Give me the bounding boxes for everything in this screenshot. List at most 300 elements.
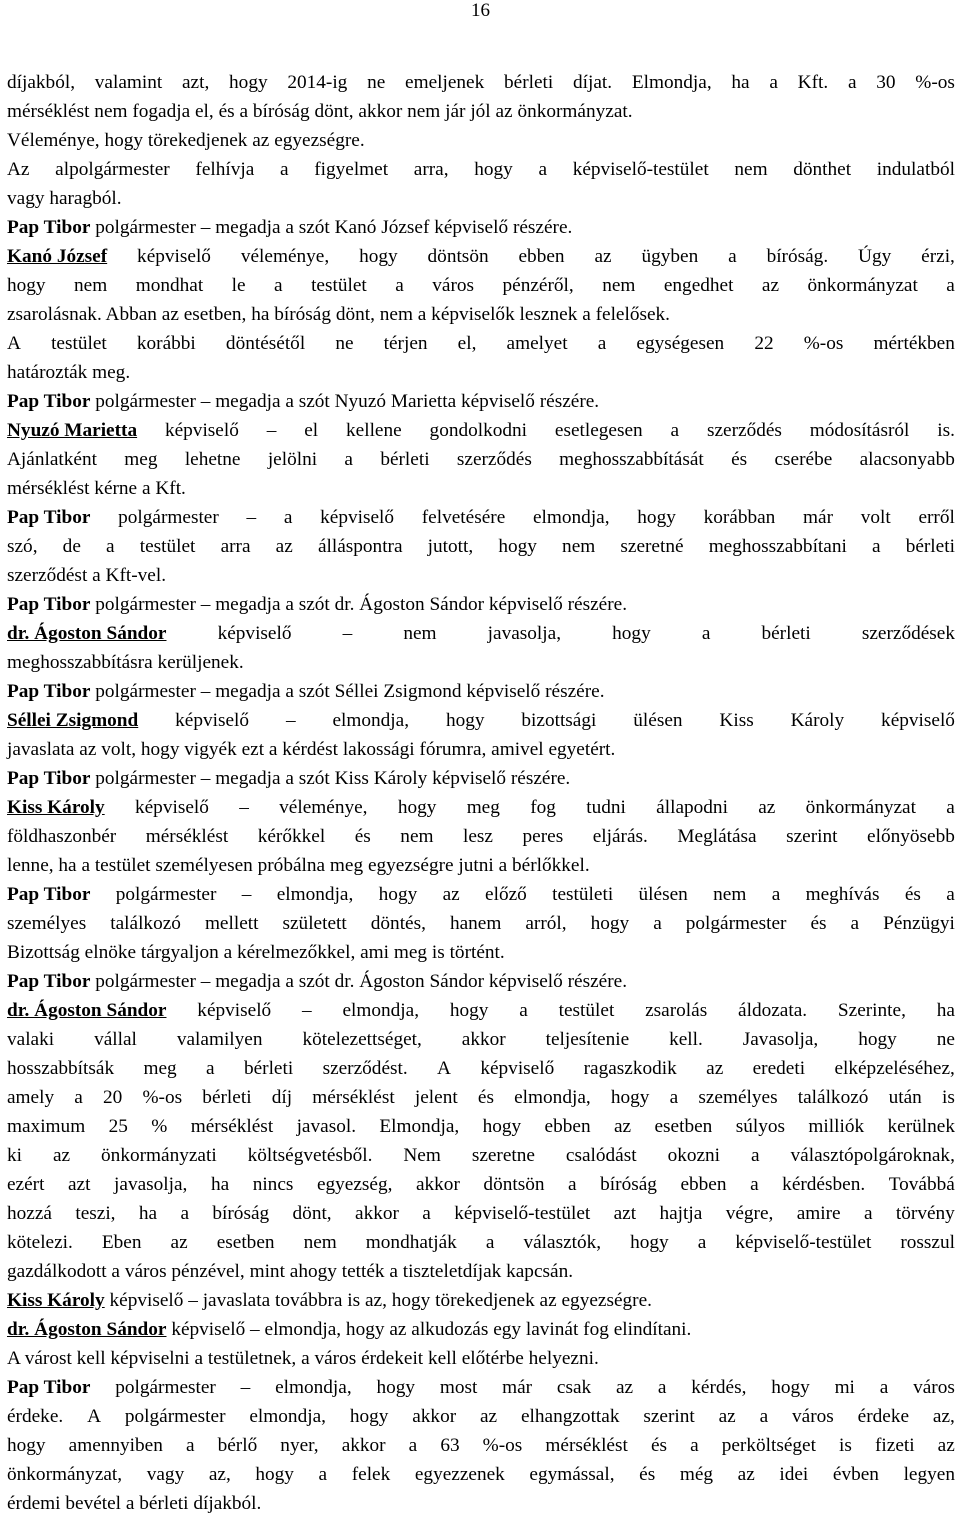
word: bérlőkkel. bbox=[512, 855, 590, 876]
word: az bbox=[539, 1290, 557, 1311]
word: erről bbox=[918, 507, 955, 528]
word: kell. bbox=[669, 1029, 703, 1050]
word: volt bbox=[860, 507, 891, 528]
word: a bbox=[318, 1464, 328, 1485]
word: testület bbox=[311, 275, 367, 296]
word: meghosszabbítását bbox=[559, 449, 704, 470]
word: alkudozás bbox=[411, 1319, 489, 1340]
text-line bbox=[7, 155, 955, 184]
word: előnyösebb bbox=[867, 826, 955, 847]
word: a bbox=[74, 1087, 83, 1108]
word: polgármester bbox=[124, 1406, 226, 1427]
document-body bbox=[7, 68, 955, 1518]
word: elhangzottak bbox=[520, 1406, 620, 1427]
word: esetlegesen bbox=[554, 420, 643, 441]
word: már bbox=[803, 507, 834, 528]
word: tiszteletdíjak bbox=[402, 1261, 502, 1282]
word: meghívás bbox=[805, 884, 880, 905]
word: találkozó bbox=[110, 913, 181, 934]
word: vigyék bbox=[184, 739, 237, 760]
word: törekedjenek bbox=[147, 130, 248, 151]
speaker-name: Pap Tibor bbox=[7, 391, 91, 412]
text-line bbox=[7, 880, 955, 909]
word: önkormányzati bbox=[101, 1145, 217, 1166]
word: törvény bbox=[895, 1203, 955, 1224]
word: nem bbox=[94, 101, 128, 122]
word: kérőkkel bbox=[257, 826, 326, 847]
word: és bbox=[639, 1464, 656, 1485]
word: Ágoston bbox=[359, 971, 425, 992]
word: képviselni bbox=[110, 1348, 190, 1369]
word: a bbox=[141, 478, 151, 499]
word: döntsön bbox=[483, 1174, 545, 1195]
word: és bbox=[218, 101, 235, 122]
word: hogy bbox=[378, 884, 418, 905]
word: bíróság bbox=[212, 1203, 270, 1224]
word: is bbox=[431, 942, 445, 963]
word: érdeke bbox=[857, 1406, 910, 1427]
word: – bbox=[302, 1000, 312, 1021]
word: kérelmezőkkel, bbox=[236, 942, 356, 963]
text-line bbox=[7, 1112, 955, 1141]
word: és bbox=[904, 884, 921, 905]
word: Károly bbox=[373, 768, 428, 789]
text-line bbox=[7, 445, 955, 474]
word: képviselő bbox=[175, 710, 250, 731]
word: ne bbox=[367, 72, 386, 93]
word: József bbox=[381, 217, 430, 238]
word: szót bbox=[298, 768, 330, 789]
speaker-name: Pap Tibor bbox=[7, 681, 91, 702]
word: hogy bbox=[610, 1087, 650, 1108]
word: a bbox=[285, 594, 294, 615]
word: a bbox=[538, 159, 548, 180]
word: hogy bbox=[482, 1116, 522, 1137]
word: a bbox=[285, 681, 294, 702]
word: Kanó bbox=[334, 217, 377, 238]
word: Nyuzó bbox=[334, 391, 387, 412]
word: pénzével, bbox=[171, 1261, 245, 1282]
word: a bbox=[422, 1203, 431, 1224]
word: a bbox=[519, 1000, 528, 1021]
word: ülésen bbox=[633, 710, 683, 731]
word: szerződést. bbox=[322, 1058, 408, 1079]
word: bizottsági bbox=[521, 710, 597, 731]
text-line bbox=[7, 329, 955, 358]
word: – bbox=[200, 594, 211, 615]
word: kérdést bbox=[282, 739, 338, 760]
word: fog bbox=[583, 1319, 609, 1340]
word: kérne bbox=[94, 478, 138, 499]
word: a bbox=[180, 1203, 190, 1224]
word: meg bbox=[329, 855, 364, 876]
word: felek bbox=[351, 1464, 391, 1485]
text-line bbox=[7, 1344, 955, 1373]
word: ha bbox=[251, 304, 270, 325]
word: Abban bbox=[105, 304, 157, 325]
word: dönt, bbox=[292, 1203, 332, 1224]
word: Sándor bbox=[429, 971, 485, 992]
word: részére. bbox=[567, 971, 628, 992]
word: kerülnek bbox=[887, 1116, 955, 1137]
word: mondhatják bbox=[365, 1232, 457, 1253]
word: önkormányzat bbox=[807, 275, 918, 296]
word: véleménye, bbox=[279, 797, 368, 818]
word: a bbox=[759, 1406, 769, 1427]
word: választók, bbox=[523, 1232, 602, 1253]
word: a bbox=[485, 1232, 495, 1253]
word: hogy bbox=[376, 1377, 416, 1398]
word: perköltséget bbox=[721, 1435, 816, 1456]
word: de bbox=[62, 536, 81, 557]
word: az bbox=[52, 1145, 71, 1166]
word: kell bbox=[427, 1348, 457, 1369]
word: képviselő bbox=[217, 623, 292, 644]
text-line bbox=[7, 706, 955, 735]
speaker-name: dr. Ágoston Sándor bbox=[7, 1319, 167, 1340]
word: figyelmet bbox=[314, 159, 389, 180]
word: továbbra bbox=[274, 1290, 343, 1311]
word: az bbox=[252, 130, 270, 151]
word: az bbox=[442, 884, 460, 905]
word: ebben bbox=[544, 1116, 591, 1137]
word: a bbox=[92, 565, 101, 586]
word: milliók bbox=[808, 1116, 865, 1137]
word: megadja bbox=[215, 971, 281, 992]
word: személyes bbox=[698, 1087, 778, 1108]
word: megadja bbox=[215, 768, 281, 789]
word: dönt, bbox=[335, 304, 375, 325]
word: Ajánlatként bbox=[7, 449, 97, 470]
word: rosszul bbox=[900, 1232, 955, 1253]
word: mérséklést bbox=[545, 1435, 628, 1456]
text-line bbox=[7, 822, 955, 851]
word: az bbox=[613, 1116, 632, 1137]
text-line bbox=[7, 677, 955, 706]
word: Károly bbox=[790, 710, 845, 731]
text-line bbox=[7, 909, 955, 938]
word: ha bbox=[731, 72, 750, 93]
word: volt, bbox=[101, 739, 137, 760]
word: az bbox=[706, 1058, 724, 1079]
word: – bbox=[188, 1290, 198, 1311]
word: az bbox=[937, 1435, 955, 1456]
word: a bbox=[417, 304, 427, 325]
text-line bbox=[7, 851, 955, 880]
word: a bbox=[268, 739, 278, 760]
word: képviselő bbox=[480, 1058, 555, 1079]
word: tették bbox=[341, 1261, 385, 1282]
word: az bbox=[737, 1464, 755, 1485]
word: hogy bbox=[345, 1319, 385, 1340]
word: az bbox=[495, 101, 513, 122]
word: szerint bbox=[643, 1406, 695, 1427]
word: helyezni. bbox=[528, 1348, 599, 1369]
word: a bbox=[285, 217, 294, 238]
word: személyes bbox=[7, 913, 87, 934]
word: idei bbox=[779, 1464, 809, 1485]
word: mérséklést bbox=[145, 826, 229, 847]
word: az bbox=[275, 536, 293, 557]
word: előtérbe bbox=[461, 1348, 524, 1369]
word: az bbox=[761, 275, 780, 296]
word: javasol. bbox=[296, 1116, 357, 1137]
word: polgármester bbox=[95, 768, 196, 789]
word: elindítani. bbox=[613, 1319, 692, 1340]
word: hogy bbox=[229, 72, 268, 93]
word: súlyos bbox=[735, 1116, 786, 1137]
word: testület bbox=[51, 333, 107, 354]
word: – bbox=[246, 507, 257, 528]
word: érdekeit bbox=[361, 1348, 424, 1369]
word: megadja bbox=[215, 594, 281, 615]
word: évben bbox=[832, 1464, 879, 1485]
word: szót bbox=[298, 217, 330, 238]
word: lenne, bbox=[7, 855, 54, 876]
speaker-name: Séllei Zsigmond bbox=[7, 710, 139, 731]
word: a bbox=[301, 1348, 310, 1369]
word: lakossági bbox=[342, 739, 415, 760]
word: %-os bbox=[482, 1435, 523, 1456]
word: amely bbox=[7, 1087, 55, 1108]
word: szót bbox=[298, 971, 330, 992]
word: ebben bbox=[518, 246, 565, 267]
text-line bbox=[7, 1402, 955, 1431]
word: képviselő-testület bbox=[572, 159, 709, 180]
word: hogy bbox=[612, 623, 651, 644]
word: felvetésére bbox=[421, 507, 506, 528]
word: eredeti bbox=[752, 1058, 806, 1079]
word: polgármester bbox=[115, 1377, 216, 1398]
word: esetben bbox=[216, 1232, 275, 1253]
word: Elmondja, bbox=[631, 72, 712, 93]
text-line bbox=[7, 938, 955, 967]
word: nem bbox=[379, 304, 413, 325]
word: bíróság bbox=[274, 304, 331, 325]
word: arról, bbox=[525, 913, 567, 934]
word: bérleti bbox=[243, 1058, 294, 1079]
word: testület bbox=[139, 536, 196, 557]
word: hogy bbox=[630, 1232, 669, 1253]
word: hogy bbox=[255, 1464, 294, 1485]
word: polgármester bbox=[95, 971, 196, 992]
word: – bbox=[266, 420, 277, 441]
word: a bbox=[408, 1435, 418, 1456]
word: mérséklést bbox=[190, 1116, 274, 1137]
word: a bbox=[597, 333, 607, 354]
text-line bbox=[7, 648, 955, 677]
word: %-os bbox=[803, 333, 844, 354]
word: a bbox=[206, 1058, 215, 1079]
speaker-name: Kiss Károly bbox=[7, 797, 105, 818]
word: próbálna bbox=[257, 855, 326, 876]
word: ha bbox=[936, 1000, 955, 1021]
word: a bbox=[106, 536, 115, 557]
text-line bbox=[7, 1257, 955, 1286]
word: is bbox=[839, 1435, 852, 1456]
word: szót bbox=[298, 391, 330, 412]
word: elképzeléséhez, bbox=[834, 1058, 955, 1079]
word: – bbox=[241, 884, 252, 905]
speaker-name: dr. Ágoston Sándor bbox=[7, 623, 167, 644]
speaker-name: Pap Tibor bbox=[7, 884, 91, 905]
word: képviselő bbox=[488, 594, 563, 615]
word: is. bbox=[937, 420, 955, 441]
word: szerződések bbox=[861, 623, 955, 644]
word: a bbox=[670, 420, 680, 441]
word: a bbox=[274, 275, 283, 296]
word: bérleti bbox=[761, 623, 811, 644]
word: a bbox=[946, 797, 955, 818]
word: is bbox=[941, 1087, 955, 1108]
word: meg bbox=[124, 449, 158, 470]
word: áldozata. bbox=[738, 1000, 808, 1021]
word: hogy bbox=[7, 1435, 46, 1456]
text-line bbox=[7, 967, 955, 996]
word: valamilyen bbox=[176, 1029, 263, 1050]
word: zsarolásnak. bbox=[7, 304, 102, 325]
word: egy bbox=[493, 1319, 522, 1340]
word: jár bbox=[445, 101, 466, 122]
text-line bbox=[7, 561, 955, 590]
word: hogy bbox=[104, 130, 144, 151]
word: testületi bbox=[552, 884, 614, 905]
word: város bbox=[913, 1377, 955, 1398]
word: hogy bbox=[771, 1377, 810, 1398]
word: polgármester bbox=[95, 681, 196, 702]
word: le bbox=[231, 275, 246, 296]
word: felhívja bbox=[195, 159, 255, 180]
word: a bbox=[728, 246, 737, 267]
word: nem bbox=[74, 275, 108, 296]
word: bevétel bbox=[65, 1493, 122, 1514]
word: érdemi bbox=[7, 1493, 61, 1514]
text-line bbox=[7, 271, 955, 300]
word: önkormányzat bbox=[805, 797, 916, 818]
text-line bbox=[7, 503, 955, 532]
word: részére. bbox=[539, 391, 600, 412]
word: szót bbox=[298, 681, 330, 702]
word: az bbox=[389, 1319, 407, 1340]
word: választópolgároknak, bbox=[790, 1145, 955, 1166]
word: kötelezi. bbox=[7, 1232, 73, 1253]
word: képviselő bbox=[109, 1290, 184, 1311]
word: – bbox=[200, 681, 211, 702]
word: a bbox=[701, 623, 711, 644]
speaker-name: Kanó József bbox=[7, 246, 108, 267]
word: hanem bbox=[449, 913, 502, 934]
word: a bbox=[847, 72, 857, 93]
word: gazdálkodott bbox=[7, 1261, 107, 1282]
word: egyezség, bbox=[316, 1174, 393, 1195]
word: az bbox=[718, 1406, 736, 1427]
word: Séllei bbox=[334, 681, 379, 702]
word: meg. bbox=[92, 362, 131, 383]
word: ezért bbox=[7, 1174, 45, 1195]
word: módosításról bbox=[809, 420, 910, 441]
word: bíróság bbox=[600, 1174, 657, 1195]
word: az, bbox=[208, 1464, 231, 1485]
speaker-name: Kiss Károly bbox=[7, 1290, 105, 1311]
word: ami bbox=[360, 942, 390, 963]
word: korábban bbox=[703, 507, 776, 528]
word: amelyet bbox=[506, 333, 568, 354]
word: nem bbox=[400, 826, 434, 847]
word: javaslata bbox=[202, 1290, 271, 1311]
word: a bbox=[111, 1261, 120, 1282]
word: azt bbox=[68, 1174, 91, 1195]
text-line bbox=[7, 793, 955, 822]
word: fórumra, bbox=[419, 739, 487, 760]
word: és bbox=[731, 449, 748, 470]
text-line bbox=[7, 1025, 955, 1054]
word: alacsonyabb bbox=[859, 449, 955, 470]
word: az, bbox=[932, 1406, 955, 1427]
word: nem bbox=[562, 536, 596, 557]
word: ezt bbox=[241, 739, 265, 760]
word: képviselő bbox=[432, 768, 507, 789]
word: határozták bbox=[7, 362, 88, 383]
word: testületnek, bbox=[207, 1348, 297, 1369]
word: képviselő bbox=[881, 710, 955, 731]
word: Véleménye, bbox=[7, 130, 100, 151]
text-line bbox=[7, 1489, 955, 1518]
text-line bbox=[7, 126, 955, 155]
word: jól bbox=[470, 101, 491, 122]
word: város bbox=[124, 1261, 167, 1282]
word: a bbox=[81, 855, 90, 876]
word: Nem bbox=[403, 1145, 441, 1166]
word: egyezségre. bbox=[274, 130, 365, 151]
word: az bbox=[170, 1232, 188, 1253]
word: Meglátása bbox=[677, 826, 757, 847]
word: képviselő bbox=[466, 681, 541, 702]
word: város bbox=[792, 1406, 834, 1427]
word: képviselő bbox=[197, 1000, 272, 1021]
word: el, bbox=[194, 101, 214, 122]
word: részére. bbox=[512, 217, 573, 238]
word: %-os bbox=[915, 72, 955, 93]
word: díj bbox=[271, 1087, 293, 1108]
word: polgármester bbox=[95, 594, 196, 615]
word: %-os bbox=[142, 1087, 183, 1108]
word: a bbox=[279, 159, 289, 180]
word: ha bbox=[138, 1203, 158, 1224]
word: Elmondja, bbox=[379, 1116, 460, 1137]
word: 20 bbox=[103, 1087, 123, 1108]
word: bérleti bbox=[139, 1493, 189, 1514]
word: Sándor bbox=[429, 594, 485, 615]
word: döntsön bbox=[427, 246, 489, 267]
word: nem bbox=[734, 159, 768, 180]
word: – bbox=[240, 1377, 251, 1398]
word: képviselő bbox=[488, 971, 563, 992]
word: hogy bbox=[349, 1406, 389, 1427]
word: teszi, bbox=[75, 1203, 116, 1224]
word: most bbox=[439, 1377, 478, 1398]
word: egyezségre bbox=[367, 855, 454, 876]
word: esetben, bbox=[183, 304, 247, 325]
word: képviselő bbox=[460, 391, 535, 412]
text-line bbox=[7, 184, 955, 213]
word: teljesítenie bbox=[545, 1029, 630, 1050]
word: a bbox=[769, 72, 778, 93]
word: jelent bbox=[414, 1087, 458, 1108]
word: indulatból bbox=[876, 159, 955, 180]
word: bérleti bbox=[905, 536, 955, 557]
word: döntés, bbox=[370, 913, 426, 934]
speaker-name: Pap Tibor bbox=[7, 768, 91, 789]
